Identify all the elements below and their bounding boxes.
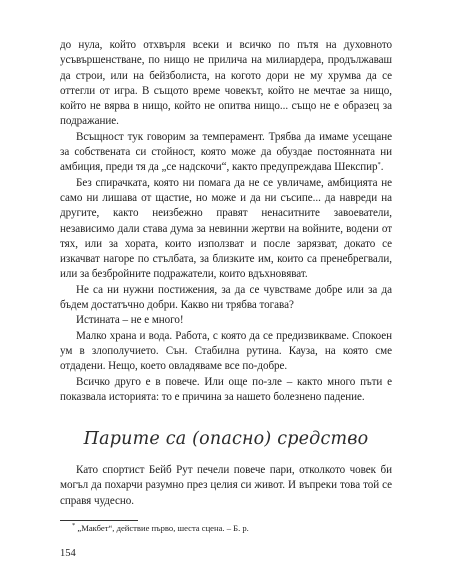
section-heading: Парите са (опасно) средство xyxy=(83,429,369,450)
paragraph-7: Всичко друго е в повече. Или още по-зле – както много пъти е показвала историята: то е причина за нашето болезнено падение. xyxy=(60,375,392,403)
footnote xyxy=(72,523,392,534)
paragraph-2 xyxy=(60,130,392,176)
footnote-divider xyxy=(60,520,138,521)
section-paragraph-1: Като спортист Бейб Рут печели повече пари, отколкото човек би могъл да похарчи разумно през целия си живот. И въпреки това той се справя чудесно. xyxy=(60,464,392,507)
book-page xyxy=(60,38,392,509)
paragraph-2-end: . xyxy=(380,161,384,174)
paragraph-4: Не са ни нужни постижения, за да се чувстваме добре или за да бъдем достатъчно добри. Какво ни трябва тогава? xyxy=(60,283,392,312)
footnote-mark: * xyxy=(72,522,76,529)
footnote-text: „Макбет“, действие първо, шеста сцена. – Б. р. xyxy=(77,523,249,533)
paragraph-6: Малко храна и вода. Работа, с която да се предизвикваме. Спокоен ум в злополучието. Сън. Стабилна рутина. Кауза, на която сме отдадени. Нещо, което овладяваме все по-добре. xyxy=(60,329,392,373)
paragraph-1: до нула, който отхвърля всеки и всичко по пътя на духовното усъвършенстване, по нищо не прилича на милиардера, продължаваш да строи, или на бейзболиста, на когото дори не му хрумва да се оттегли от игра. В същото време човекът, който не мечтае за нищо, който не вярва в нищо, който не опитва нищо... също не е образец за подражание. xyxy=(60,39,392,128)
paragraph-3: Без спирачката, която ни помага да не се увличаме, амбицията не само ни лишава от щастие, но може и да ни съсипе... да навреди на другите, както неизбежно правят ненаситните завоеватели, независимо дали става дума за невинни жертви на войните, водени от тях, или за хората, които използват и после зарязват, докато се изкачват нагоре по стълбата, за близките им, които са пренебрегвали, или за безбройните подражатели, които вдъхновяват. xyxy=(60,176,392,281)
paragraph-5: Истината – не е много! xyxy=(76,314,184,327)
footnote-reference-mark: * xyxy=(377,161,381,169)
page-number: 154 xyxy=(60,548,76,559)
paragraph-2-text: Всъщност тук говорим за темперамент. Трябва да имаме усещане за собствената си стойност, която може да обуздае постоянната ни амбиция, преди тя да „се надскочи“, както предупреждава Шекспир xyxy=(60,130,392,174)
